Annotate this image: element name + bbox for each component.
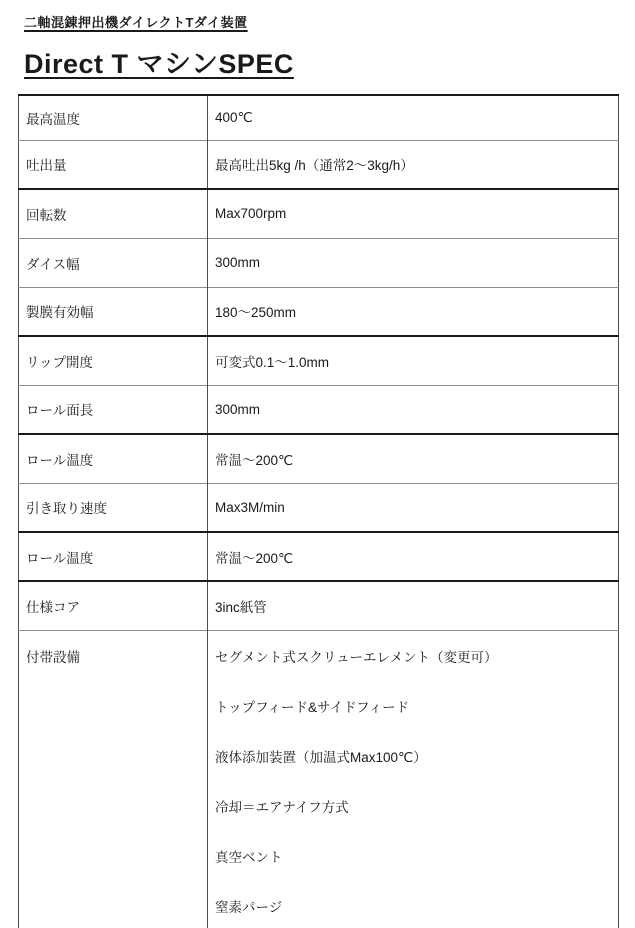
spec-row [19, 336, 619, 385]
spec-value: Max3M/min [215, 499, 285, 515]
spec-value: 3inc紙管 [215, 599, 267, 615]
spec-label: ロール温度 [19, 532, 208, 581]
spec-row [19, 189, 619, 238]
spec-label: ダイス幅 [19, 238, 208, 287]
spec-value: 300mm [215, 255, 261, 270]
spec-value-line: トップフィード&サイドフィード [215, 699, 410, 715]
spec-label: 最高温度 [19, 95, 208, 140]
spec-row [19, 287, 619, 336]
spec-label: ロール面長 [19, 385, 208, 434]
spec-label: 仕様コア [19, 581, 208, 630]
spec-row [19, 385, 619, 434]
spec-value: 可変式0.1～1.0mm [215, 354, 330, 370]
spec-row [19, 238, 619, 287]
spec-row [19, 140, 619, 189]
spec-value: Max700rpm [215, 206, 287, 222]
spec-value-line: 窒素パージ [215, 899, 283, 915]
spec-row [19, 581, 619, 630]
spec-label: 吐出量 [19, 140, 208, 189]
spec-row [19, 630, 619, 928]
spec-value: 最高吐出5kg /h（通常2～3kg/h） [215, 158, 414, 174]
spec-value: 常温～200℃ [215, 550, 294, 566]
spec-value: 常温～200℃ [215, 452, 294, 468]
spec-value-line: 液体添加装置（加温式Max100℃） [215, 749, 427, 765]
spec-value-line: 冷却＝エアナイフ方式 [215, 799, 349, 815]
spec-row [19, 434, 619, 483]
spec-label: ロール温度 [19, 434, 208, 483]
spec-label: 引き取り速度 [19, 483, 208, 532]
spec-value-line: 真空ベント [215, 849, 283, 865]
spec-row [19, 483, 619, 532]
spec-value-line: セグメント式スクリューエレメント（変更可） [215, 649, 498, 665]
spec-table [18, 94, 619, 928]
spec-value: 300mm [215, 401, 261, 417]
spec-value-cell [208, 630, 619, 928]
spec-label: 付帯設備 [26, 649, 80, 665]
spec-label-cell [19, 630, 208, 928]
spec-label: 回転数 [19, 189, 208, 238]
document-subtitle: 二軸混錬押出機ダイレクトTダイ装置 [24, 15, 248, 30]
page-title: Direct T マシンSPEC [24, 49, 294, 79]
spec-label: リップ開度 [19, 336, 208, 385]
spec-row [19, 532, 619, 581]
spec-value: 180～250mm [215, 305, 297, 321]
spec-label: 製膜有効幅 [19, 287, 208, 336]
spec-value: 400℃ [215, 109, 253, 125]
spec-row [19, 95, 619, 140]
spec-table-body [19, 95, 619, 928]
